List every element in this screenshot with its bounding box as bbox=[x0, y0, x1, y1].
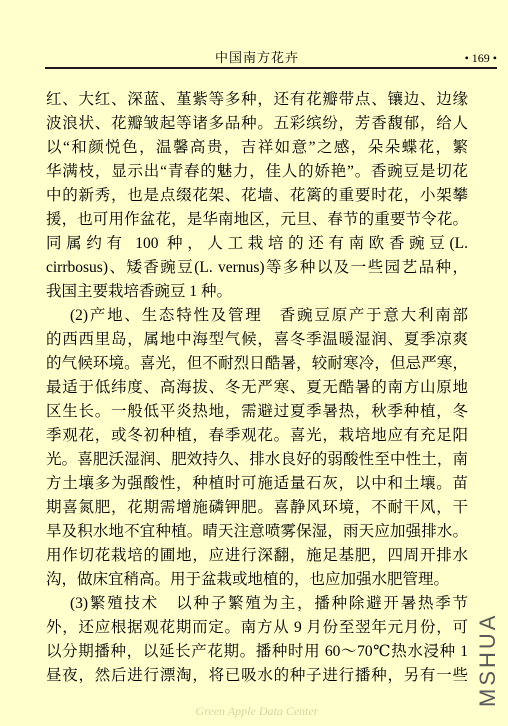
text-line: 用作切花栽培的圃地，应进行深翻，施足基肥，四周开排水 bbox=[46, 547, 468, 564]
paragraph bbox=[46, 592, 468, 688]
text-line: 以分期播种，以延长产花期。播种时用 60～70℃热水浸种 1 bbox=[46, 643, 468, 660]
text-line: 区生长。一般低平炎热地，需避过夏季暑热，秋季种植，冬 bbox=[46, 403, 468, 420]
text-line: 昼夜，然后进行漂淘，将已吸水的种子进行播种，另有一些 bbox=[46, 667, 468, 684]
text-line: 红、大红、深蓝、堇紫等多种，还有花瓣带点、镶边、边缘 bbox=[46, 91, 468, 108]
text-line: 同属约有 100 种，人工栽培的还有南欧香豌豆(L. bbox=[46, 235, 468, 252]
running-title: 中国南方花卉 bbox=[214, 50, 299, 65]
page-number: • 169 • bbox=[464, 51, 497, 65]
text-line: 的西西里岛，属地中海型气候，喜冬季温暖湿润、夏季凉爽 bbox=[46, 331, 468, 348]
text-line: 期喜氮肥，花期需增施磷钾肥。喜静风环境，不耐干风，干 bbox=[46, 499, 468, 516]
paragraph bbox=[46, 304, 468, 592]
text-line: 季观花，或冬初种植，春季观花。喜光，栽培地应有充足阳 bbox=[46, 427, 468, 444]
text-line: 光。喜肥沃湿润、肥效持久、排水良好的弱酸性至中性土，南 bbox=[46, 451, 468, 468]
text-line: 中的新秀，也是点缀花架、花墙、花篱的重要时花，小架攀 bbox=[46, 187, 468, 204]
body-text bbox=[46, 88, 468, 688]
text-line: 最适于低纬度、高海拔、冬无严寒、夏无酷暑的南方山原地 bbox=[46, 379, 468, 396]
text-line: 方土壤多为强酸性，种植时可施适量石灰，以中和土壤。苗 bbox=[46, 475, 468, 492]
header-rule bbox=[45, 67, 497, 69]
text-line: 以“和颜悦色，温馨高贵，吉祥如意”之感，朵朵蝶花，繁 bbox=[46, 139, 468, 156]
text-line: 波浪状、花瓣皱起等诸多品种。五彩缤纷，芳香馥郁，给人 bbox=[46, 115, 468, 132]
text-line: 外，还应根据观花期而定。南方从 9 月份至翌年元月份，可 bbox=[46, 619, 468, 636]
footer-watermark: Green Apple Data Center bbox=[195, 704, 319, 718]
text-line: cirrbosus)、矮香豌豆(L. vernus)等多种以及一些园艺品种， bbox=[46, 259, 468, 276]
text-line: (3)繁殖技术 以种子繁殖为主，播种除避开暑热季节 bbox=[70, 595, 468, 612]
text-line: 华满枝，显示出“青春的魅力，佳人的娇艳”。香豌豆是切花 bbox=[46, 163, 468, 180]
text-line: 旱及积水地不宜种植。晴天注意喷雾保湿，雨天应加强排水。 bbox=[46, 523, 468, 540]
paragraph bbox=[46, 88, 468, 304]
side-watermark: MSHUA bbox=[475, 612, 500, 708]
text-line: 我国主要栽培香豌豆 1 种。 bbox=[46, 283, 233, 300]
text-line: 沟，做床宜稍高。用于盆栽或地植的，也应加强水肥管理。 bbox=[46, 571, 450, 588]
text-line: 的气候环境。喜光，但不耐烈日酷暑，较耐寒冷，但忌严寒， bbox=[46, 355, 468, 372]
text-line: (2)产地、生态特性及管理 香豌豆原产于意大利南部 bbox=[70, 307, 468, 324]
text-line: 援，也可用作盆花，是华南地区，元旦、春节的重要节令花。 bbox=[46, 211, 468, 228]
